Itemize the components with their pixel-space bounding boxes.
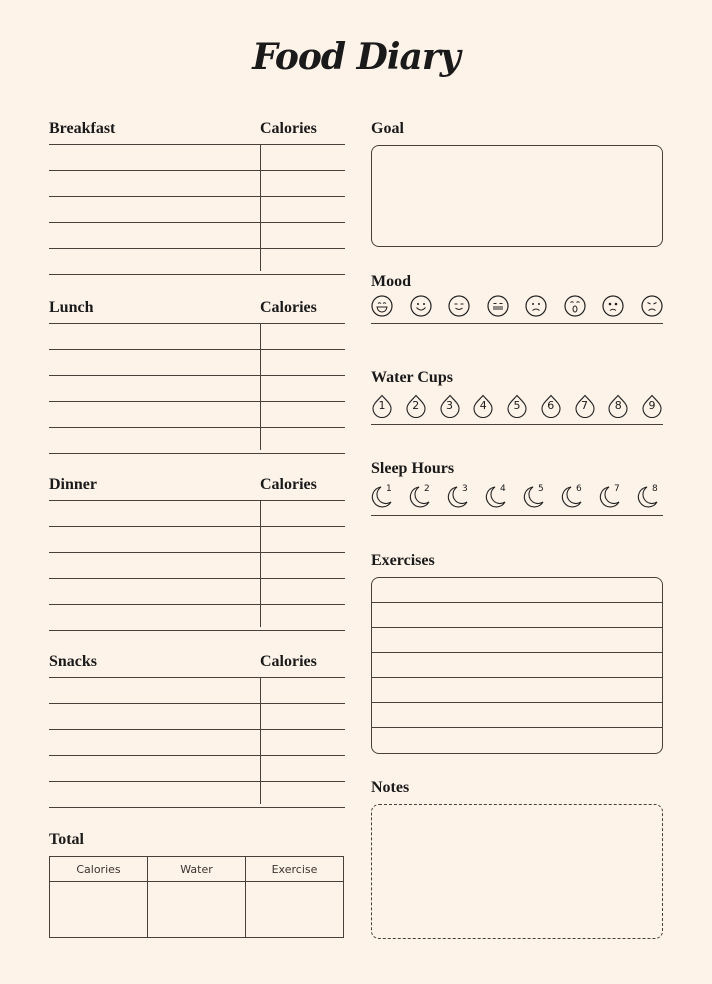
- water-drop-icon[interactable]: [405, 394, 427, 418]
- table-row[interactable]: [49, 782, 345, 808]
- moon-icon[interactable]: [485, 485, 511, 509]
- dinner-calories-heading: Calories: [260, 476, 317, 493]
- laughing-face-icon[interactable]: [371, 295, 393, 317]
- column-divider: [260, 323, 261, 450]
- moon-icon[interactable]: [523, 485, 549, 509]
- sleep-hour-number: 8: [652, 484, 658, 494]
- sleep-hour-number: 2: [424, 484, 430, 494]
- snacks-table[interactable]: [49, 677, 345, 804]
- table-row[interactable]: [49, 428, 345, 454]
- water-cups-heading: Water Cups: [371, 369, 453, 386]
- column-divider: [260, 677, 261, 804]
- water-cup-number: 2: [412, 399, 420, 412]
- neutral-face-icon[interactable]: [487, 295, 509, 317]
- exercises-heading: Exercises: [371, 552, 435, 569]
- breakfast-heading: Breakfast: [49, 120, 116, 137]
- moon-icon[interactable]: [447, 485, 473, 509]
- table-row[interactable]: [49, 553, 345, 579]
- goal-heading: Goal: [371, 120, 404, 137]
- page-title: Food Diary: [252, 36, 460, 78]
- content-face-icon[interactable]: [448, 295, 470, 317]
- total-calories-column[interactable]: [50, 857, 148, 937]
- sleep-hour-number: 6: [576, 484, 582, 494]
- water-drop-icon[interactable]: [607, 394, 629, 418]
- moon-icon[interactable]: [561, 485, 587, 509]
- table-row[interactable]: [49, 579, 345, 605]
- exercise-row[interactable]: [372, 653, 662, 678]
- water-drop-icon[interactable]: [472, 394, 494, 418]
- notes-box[interactable]: [371, 804, 663, 939]
- exercise-row[interactable]: [372, 578, 662, 603]
- snacks-calories-heading: Calories: [260, 653, 317, 670]
- mood-row: [371, 295, 663, 317]
- frowning-face-icon[interactable]: [602, 295, 624, 317]
- exercises-box: [371, 577, 663, 754]
- table-row[interactable]: [49, 324, 345, 350]
- sleep-hours-heading: Sleep Hours: [371, 460, 455, 477]
- total-water-column[interactable]: [148, 857, 246, 937]
- total-water-header: Water: [148, 857, 245, 882]
- sleep-hour-number: 1: [386, 484, 392, 494]
- dinner-heading: Dinner: [49, 476, 97, 493]
- table-row[interactable]: [49, 223, 345, 249]
- column-divider: [260, 144, 261, 271]
- total-exercise-column[interactable]: [246, 857, 343, 937]
- breakfast-calories-heading: Calories: [260, 120, 317, 137]
- water-cups-row: [371, 394, 663, 418]
- sleep-hour-number: 7: [614, 484, 620, 494]
- sleep-hours-underline: [371, 515, 663, 516]
- water-drop-icon[interactable]: [641, 394, 663, 418]
- table-row[interactable]: [49, 730, 345, 756]
- water-cup-number: 6: [547, 399, 555, 412]
- total-calories-header: Calories: [50, 857, 147, 882]
- sleep-hour-number: 5: [538, 484, 544, 494]
- water-cup-number: 5: [513, 399, 521, 412]
- mood-heading: Mood: [371, 273, 411, 290]
- lunch-table[interactable]: [49, 323, 345, 450]
- water-drop-icon[interactable]: [371, 394, 393, 418]
- exercise-row[interactable]: [372, 703, 662, 728]
- sad-face-icon[interactable]: [525, 295, 547, 317]
- table-row[interactable]: [49, 145, 345, 171]
- moon-icon[interactable]: [371, 485, 397, 509]
- table-row[interactable]: [49, 350, 345, 376]
- exercise-row[interactable]: [372, 728, 662, 752]
- dinner-table[interactable]: [49, 500, 345, 627]
- water-cup-number: 1: [378, 399, 386, 412]
- notes-heading: Notes: [371, 779, 410, 796]
- exercise-row[interactable]: [372, 628, 662, 653]
- goal-box[interactable]: [371, 145, 663, 247]
- crying-face-icon[interactable]: [641, 295, 663, 317]
- water-drop-icon[interactable]: [540, 394, 562, 418]
- total-table: [49, 856, 344, 938]
- table-row[interactable]: [49, 197, 345, 223]
- sleep-hour-number: 3: [462, 484, 468, 494]
- table-row[interactable]: [49, 501, 345, 527]
- breakfast-table[interactable]: [49, 144, 345, 271]
- table-row[interactable]: [49, 171, 345, 197]
- table-row[interactable]: [49, 527, 345, 553]
- water-drop-icon[interactable]: [439, 394, 461, 418]
- table-row[interactable]: [49, 605, 345, 631]
- sleep-hours-row: [371, 485, 663, 509]
- table-row[interactable]: [49, 376, 345, 402]
- smiling-face-icon[interactable]: [410, 295, 432, 317]
- water-cup-number: 8: [614, 399, 622, 412]
- lunch-heading: Lunch: [49, 299, 94, 316]
- sleep-hour-number: 4: [500, 484, 506, 494]
- water-drop-icon[interactable]: [506, 394, 528, 418]
- table-row[interactable]: [49, 402, 345, 428]
- table-row[interactable]: [49, 678, 345, 704]
- lunch-calories-heading: Calories: [260, 299, 317, 316]
- water-drop-icon[interactable]: [574, 394, 596, 418]
- surprised-face-icon[interactable]: [564, 295, 586, 317]
- water-cup-number: 3: [446, 399, 453, 412]
- moon-icon[interactable]: [637, 485, 663, 509]
- table-row[interactable]: [49, 249, 345, 275]
- moon-icon[interactable]: [409, 485, 435, 509]
- water-cup-number: 9: [648, 399, 656, 412]
- snacks-heading: Snacks: [49, 653, 98, 670]
- table-row[interactable]: [49, 704, 345, 730]
- exercise-row[interactable]: [372, 678, 662, 703]
- table-row[interactable]: [49, 756, 345, 782]
- water-cup-number: 4: [479, 399, 487, 412]
- mood-underline: [371, 323, 663, 324]
- moon-icon[interactable]: [599, 485, 625, 509]
- exercise-row[interactable]: [372, 603, 662, 628]
- total-exercise-header: Exercise: [246, 857, 343, 882]
- water-cups-underline: [371, 424, 663, 425]
- total-heading: Total: [49, 831, 84, 848]
- column-divider: [260, 500, 261, 627]
- water-cup-number: 7: [581, 399, 588, 412]
